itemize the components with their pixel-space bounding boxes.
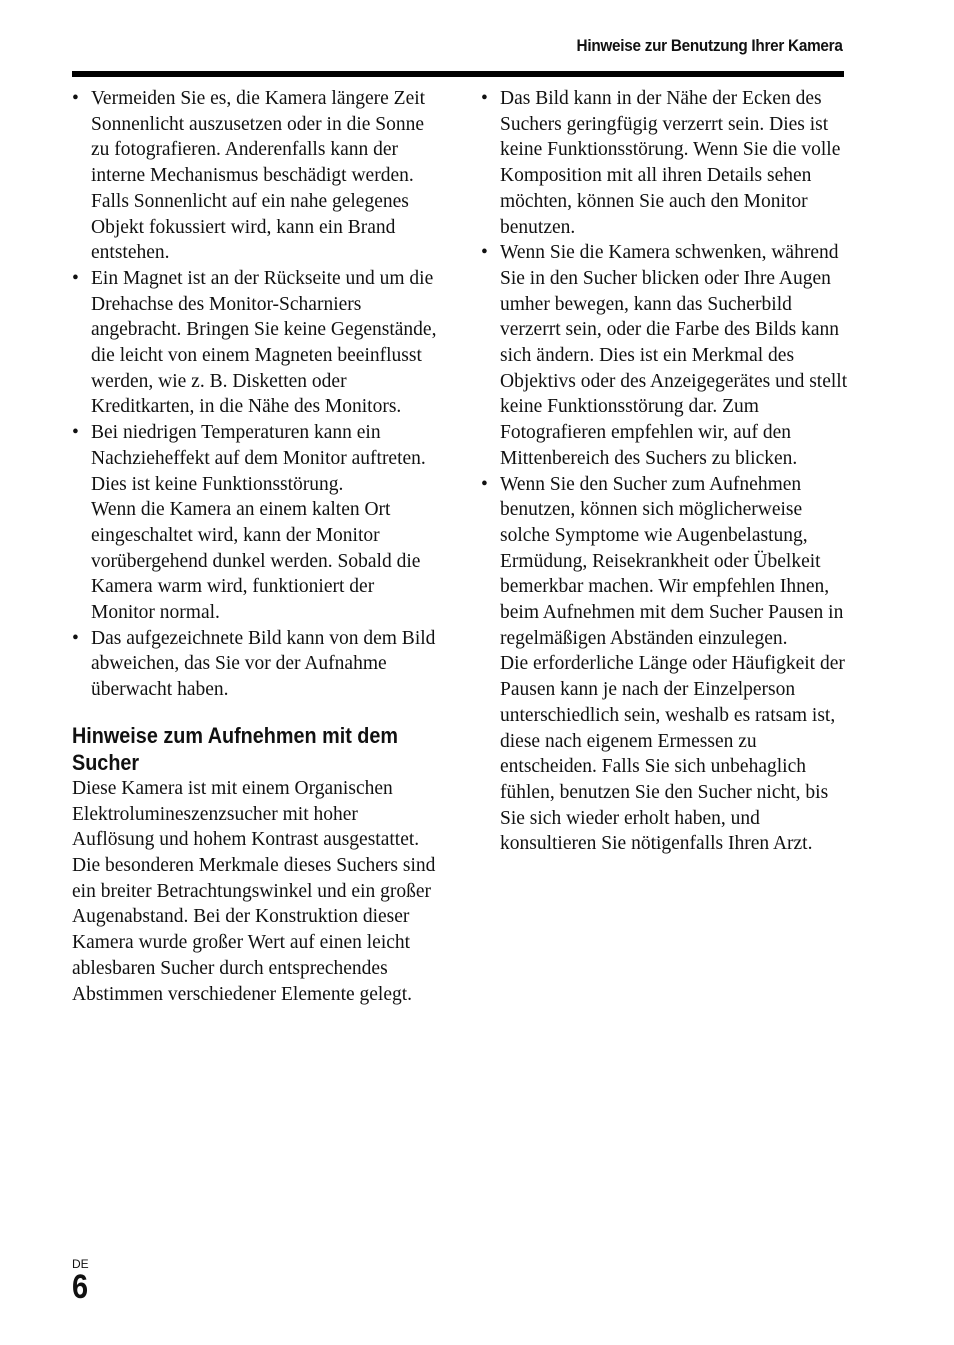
- paragraph: Die erforderliche Länge oder Häufigkeit der Pausen kann je nach der Einzelperson unterschiedlich sein, weshalb es ratsam ist, diese nach eigenem Ermessen zu entscheiden. Falls Sie sich unbehaglich fühlen, benutzen Sie den Sucher nicht, bis Sie sich wieder erholt haben, und konsultieren Sie nötigenfalls Ihren Arzt.: [500, 653, 845, 855]
- list-item: [72, 86, 442, 266]
- language-code: DE: [72, 1257, 89, 1271]
- page-number: 6: [72, 1268, 89, 1306]
- left-column: [72, 86, 442, 1007]
- section-body: Diese Kamera ist mit einem Organischen Elektrolumineszenzsucher mit hoher Auflösung und hohem Kontrast ausgestattet. Die besonderen Merkmale dieses Suchers sind ein breiter Betrachtungswinkel und ein großer Augenabstand. Bei der Konstruktion dieser Kamera wurde großer Wert auf einen leicht ablesbaren Sucher durch entsprechendes Abstimmen verschiedener Elemente gelegt.: [72, 777, 436, 1005]
- list-item: [72, 266, 442, 420]
- page-header-title: Hinweise zur Benutzung Ihrer Kamera: [576, 36, 843, 55]
- list-item: [72, 420, 442, 626]
- paragraph: • Bei niedrigen Temperaturen kann ein Nachzieheffekt auf dem Monitor auftreten. Dies ist keine Funktionsstörung.: [91, 422, 426, 495]
- paragraph: • Das aufgezeichnete Bild kann von dem Bild abweichen, das Sie vor der Aufnahme überwacht haben.: [91, 627, 436, 701]
- list-item: [481, 86, 853, 240]
- list-item: [481, 240, 853, 471]
- right-bullet-list: [481, 86, 853, 857]
- paragraph: Wenn die Kamera an einem kalten Ort eingeschaltet wird, kann der Monitor vorübergehend dunkel werden. Sobald die Kamera warm wird, funktioniert der Monitor normal.: [91, 499, 421, 624]
- right-column: [481, 86, 853, 857]
- paragraph: • Das Bild kann in der Nähe der Ecken des Suchers geringfügig verzerrt sein. Dies ist keine Funktionsstörung. Wenn Sie die volle Komposition mit all ihren Details sehen möchten, können Sie auch den Monitor benutzen.: [500, 88, 841, 238]
- list-item: [72, 626, 442, 703]
- paragraph: • Wenn Sie die Kamera schwenken, während Sie in den Sucher blicken oder Ihre Augen umher bewegen, kann das Sucherbild verzerrt sein, oder die Farbe des Bilds kann sich ändern. Dies ist ein Merkmal des Objektivs oder des Anzeigegerätes und stellt keine Funktionsstörung dar. Zum Fotografieren empfehlen wir, auf den Mittenbereich des Suchers zu blicken.: [500, 242, 848, 469]
- header-rule: [72, 71, 844, 77]
- paragraph: • Vermeiden Sie es, die Kamera längere Zeit Sonnenlicht auszusetzen oder in die Sonne zu fotografieren. Anderenfalls kann der interne Mechanismus beschädigt werden. Falls Sonnenlicht auf ein nahe gelegenes Objekt fokussiert wird, kann ein Brand entstehen.: [91, 88, 426, 264]
- page-footer: [72, 1257, 91, 1306]
- list-item: [481, 472, 853, 858]
- left-bullet-list: [72, 86, 442, 703]
- paragraph: • Ein Magnet ist an der Rückseite und um die Drehachse des Monitor-Scharniers angebracht. Bringen Sie keine Gegenstände, die leicht von einem Magneten beeinflusst werden, wie z. B. Disketten oder Kreditkarten, in die Nähe des Monitors.: [91, 267, 437, 418]
- section-heading: Hinweise zum Aufnehmen mit dem Sucher: [72, 722, 399, 775]
- paragraph: • Wenn Sie den Sucher zum Aufnehmen benutzen, können sich möglicherweise solche Symptome wie Augenbelastung, Ermüdung, Reisekrankheit oder Übelkeit bemerkbar machen. Wir empfehlen Ihnen, beim Aufnehmen mit dem Sucher Pausen in regelmäßigen Abständen einzulegen.: [500, 473, 844, 649]
